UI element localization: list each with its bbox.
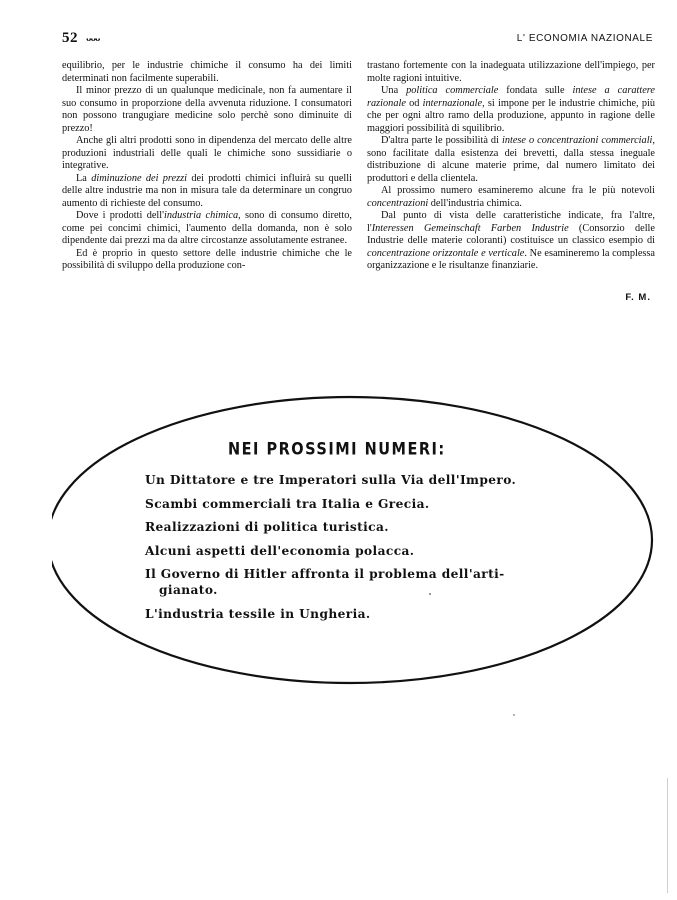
author-signature: F. M. <box>625 292 651 303</box>
paragraph: Ed è proprio in questo settore delle industrie chimiche che le possibilità di sviluppo della produzione con- <box>62 247 352 271</box>
journal-title: L' ECONOMIA NAZIONALE <box>516 33 653 44</box>
list-item: L'industria tessile in Ungheria. <box>145 606 371 621</box>
paragraph: Dove i prodotti dell'industria chimica, sono di consumo diretto, come pei concimi chimici, l'aumento della domanda, non è solo dipendente dai prezzi ma da altre circostanze assolutamente estranee. <box>62 210 352 246</box>
paragraph: La diminuzione dei prezzi dei prodotti chimici influirà su quelli delle altre industrie ma non in misura tale da determinare un congruo aumento di richieste del consumo. <box>62 172 352 209</box>
speck <box>513 714 515 716</box>
page-number: 52 <box>62 30 78 46</box>
header-ornament: ᴗᴗᴗ <box>86 32 100 44</box>
speck <box>429 593 431 595</box>
paragraph: equilibrio, per le industrie chimiche il consumo ha dei limiti determinati non facilmente superabili. <box>62 60 352 84</box>
page-edge-line <box>667 778 668 893</box>
paragraph: Anche gli altri prodotti sono in dipendenza del mercato delle altre produzioni industriali delle quali le chimiche sono sussidiarie o integrative. <box>62 135 352 171</box>
list-item: Realizzazioni di politica turistica. <box>145 520 389 534</box>
announcement-list <box>145 472 595 629</box>
paragraph: Dal punto di vista delle caratteristiche indicate, fra l'altre, l'Interessen Gemeinschaft Farben Industrie (Consorzio delle Industrie delle materie coloranti) costituisce un classico esempio di concentrazione orizzontale e verticale. Ne esamineremo la complessa organizzazione e le risultanze finanziarie. <box>367 210 656 271</box>
announcement-title: NEI PROSSIMI NUMERI: <box>228 440 446 460</box>
list-item: Scambi commerciali tra Italia e Grecia. <box>145 496 430 511</box>
left-column <box>62 60 352 273</box>
list-item: Il Governo di Hitler affronta il problema dell'arti- gianato. <box>145 567 505 597</box>
right-column <box>367 60 655 273</box>
list-item: Alcuni aspetti dell'economia polacca. <box>145 543 415 558</box>
paragraph: Una politica commerciale fondata sulle intese a carattere razionale od internazionale, si impone per le industrie chimiche, più che per ogni altro ramo della produzione, appunto in ragione delle maggiori possibilità di squilibrio. <box>367 85 655 134</box>
paragraph: D'altra parte le possibilità di intese o concentrazioni commerciali, sono facilitate dalla esistenza dei brevetti, dalla stessa ineguale distribuzione di alcune materie prime, dal numero limitato dei produttori e della clientela. <box>367 135 655 184</box>
paragraph: Al prossimo numero esamineremo alcune fra le più notevoli concentrazioni dell'industria chimica. <box>367 185 655 209</box>
list-item: Un Dittatore e tre Imperatori sulla Via dell'Impero. <box>145 473 517 487</box>
paragraph: Il minor prezzo di un qualunque medicinale, non fa aumentare il suo consumo in proporzione della avvenuta riduzione. I consumatori non possono trangugiare medicine solo perchè sono diminuite di prezzo! <box>62 85 352 134</box>
paragraph: trastano fortemente con la inadeguata utilizzazione dell'impiego, per molte ragioni intuitive. <box>367 60 655 84</box>
